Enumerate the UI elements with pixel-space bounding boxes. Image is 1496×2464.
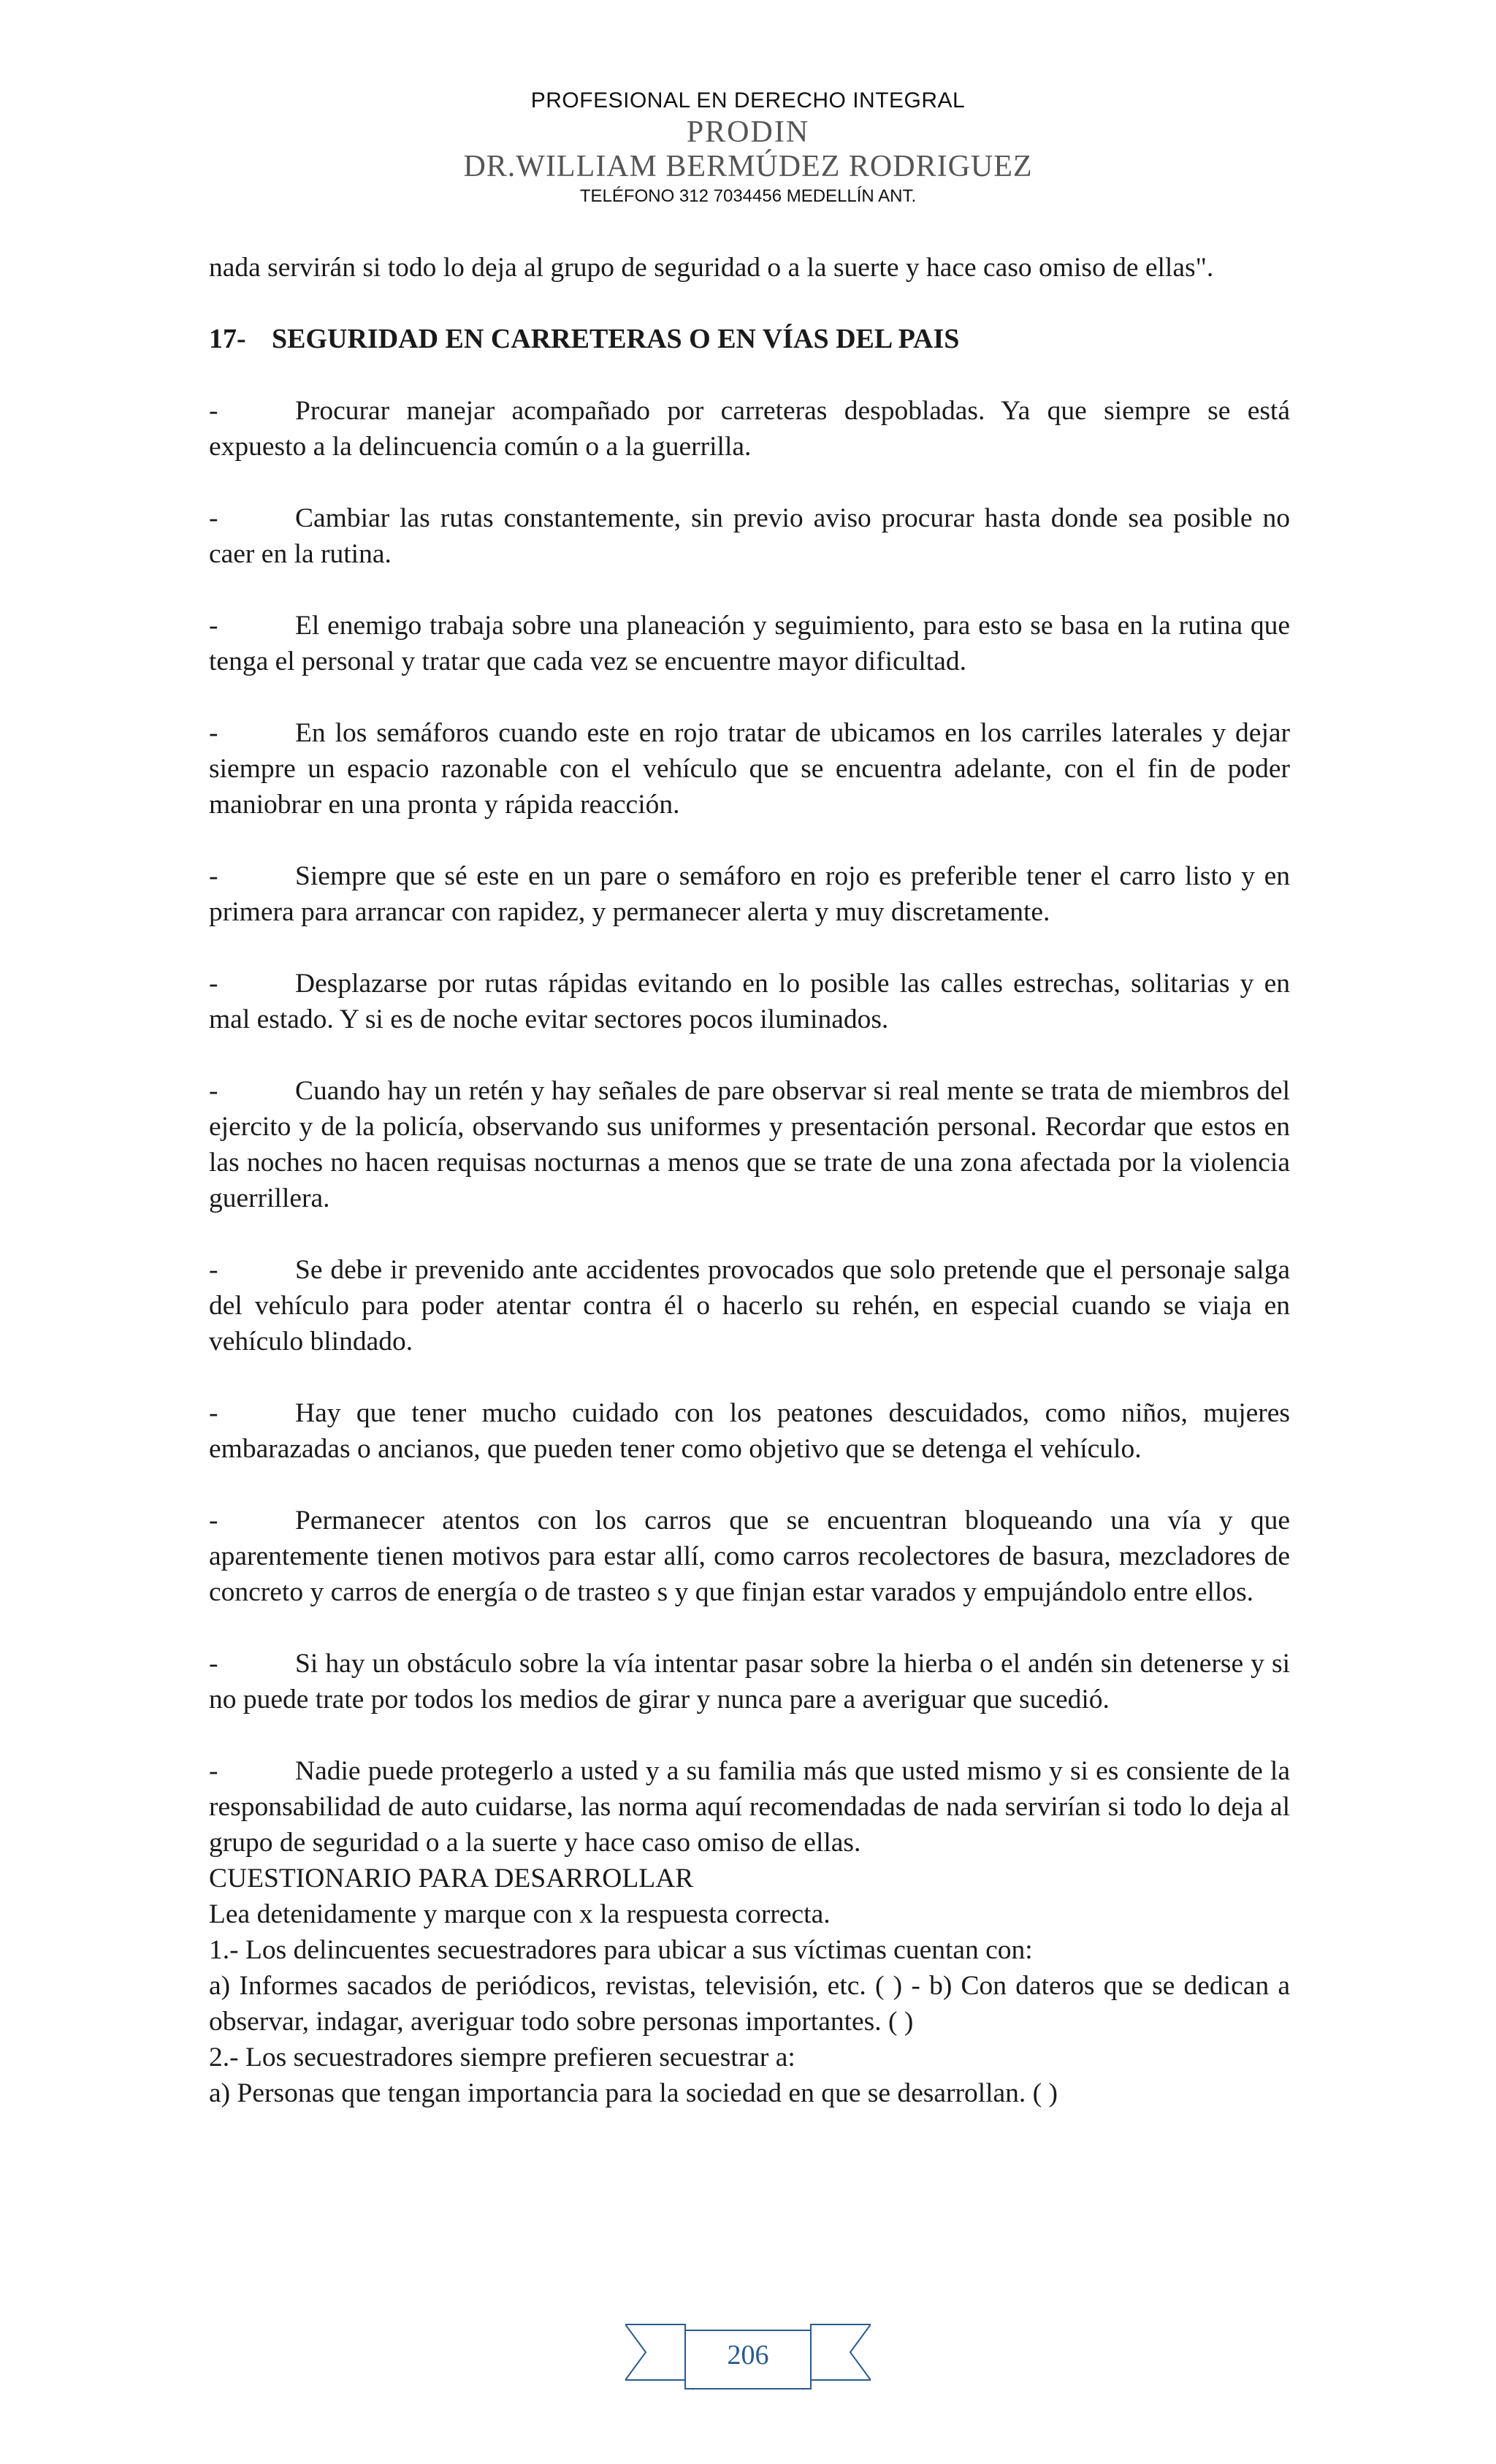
questionnaire-instruction: Lea detenidamente y marque con x la respuesta correcta. [209,1899,831,1929]
bullet-dash: - [209,1649,218,1679]
list-item: - Cuando hay un retén y hay señales de pare observar si real mente se trata de miembros del ejercito y de la policía, observando sus uniformes y presentación personal. Recordar que estos en las noches no hacen requisas nocturnas a menos que se trate de una zona afectada por la violencia guerrillera. [209,1073,1290,1216]
list-item: - Permanecer atentos con los carros que se encuentran bloqueando una vía y que aparentemente tienen motivos para estar allí, como carros recolectores de basura, mezcladores de concreto y carros de energía o de trasteo s y que finjan estar varados y empujándolo entre ellos. [209,1503,1290,1610]
document-body [209,250,1290,2111]
page-number: 206 [727,2340,769,2370]
list-item: - Si hay un obstáculo sobre la vía intentar pasar sobre la hierba o el andén sin detenerse y si no puede trate por todos los medios de girar y nunca pare a averiguar que sucedió. [209,1646,1290,1717]
bullet-dash: - [209,1398,218,1428]
bullet-dash: - [209,1756,218,1786]
list-item: - Procurar manejar acompañado por carreteras despobladas. Ya que siempre se está expuesto a la delincuencia común o a la guerrilla. [209,393,1290,465]
list-item: - Cambiar las rutas constantemente, sin previo aviso procurar hasta donde sea posible no caer en la rutina. [209,500,1290,572]
bullet-dash: - [209,396,218,426]
question-1: 1.- Los delincuentes secuestradores para ubicar a sus víctimas cuentan con: [209,1935,1033,1965]
question-2: 2.- Los secuestradores siempre prefieren secuestrar a: [209,2042,795,2072]
list-item: - El enemigo trabaja sobre una planeación y seguimiento, para esto se basa en la rutina que tenga el personal y tratar que cada vez se encuentre mayor dificultad. [209,608,1290,679]
header-phone: TELÉFONO 312 7034456 MEDELLÍN ANT. [579,186,917,206]
section-number: 17- [209,324,246,354]
list-item: - Nadie puede protegerlo a usted y a su familia más que usted mismo y si es consiente de la responsabilidad de auto cuidarse, las norma aquí recomendadas de nada servirían si todo lo deja al grupo de seguridad o a la suerte y hace caso omiso de ellas. [209,1753,1290,1861]
header-author: DR.WILLIAM BERMÚDEZ RODRIGUEZ [463,150,1033,183]
header-profession: PROFESIONAL EN DERECHO INTEGRAL [530,88,966,112]
questionnaire-title: CUESTIONARIO PARA DESARROLLAR [209,1864,694,1893]
header-brand: PRODIN [686,115,810,149]
bullet-dash: - [209,969,218,999]
page-footer [625,2323,871,2390]
questionnaire [209,1861,1290,2111]
page-header [0,86,1496,209]
section-title: SEGURIDAD EN CARRETERAS O EN VÍAS DEL PAIS [272,324,960,354]
bullet-dash: - [209,611,218,641]
question-1-options: a) Informes sacados de periódicos, revistas, televisión, etc. ( ) - b) Con dateros que se dedican a observar, indagar, averiguar todo sobre personas importantes. ( ) [209,1971,1290,2037]
bullet-dash: - [209,718,218,748]
bullet-dash: - [209,1076,218,1106]
section-heading [209,321,1290,357]
bullet-dash: - [209,1506,218,1536]
intro-paragraph: nada servirán si todo lo deja al grupo de seguridad o a la suerte y hace caso omiso de ellas". [209,253,1214,283]
list-item: - Se debe ir prevenido ante accidentes provocados que solo pretende que el personaje salga del vehículo para poder atentar contra él o hacerlo su rehén, en especial cuando se viaja en vehículo blindado. [209,1252,1290,1359]
list-item: - Desplazarse por rutas rápidas evitando en lo posible las calles estrechas, solitarias y en mal estado. Y si es de noche evitar sectores pocos iluminados. [209,966,1290,1037]
list-item: - Hay que tener mucho cuidado con los peatones descuidados, como niños, mujeres embarazadas o ancianos, que pueden tener como objetivo que se detenga el vehículo. [209,1395,1290,1467]
bullet-dash: - [209,1255,218,1285]
list-item: - En los semáforos cuando este en rojo tratar de ubicamos en los carriles laterales y dejar siempre un espacio razonable con el vehículo que se encuentra adelante, con el fin de poder maniobrar en una pronta y rápida reacción. [209,715,1290,823]
bullet-list [209,393,1290,1861]
bullet-dash: - [209,861,218,891]
list-item: - Siempre que sé este en un pare o semáforo en rojo es preferible tener el carro listo y en primera para arrancar con rapidez, y permanecer alerta y muy discretamente. [209,858,1290,930]
bullet-dash: - [209,503,218,533]
question-2-option-a: a) Personas que tengan importancia para la sociedad en que se desarrollan. ( ) [209,2078,1058,2108]
